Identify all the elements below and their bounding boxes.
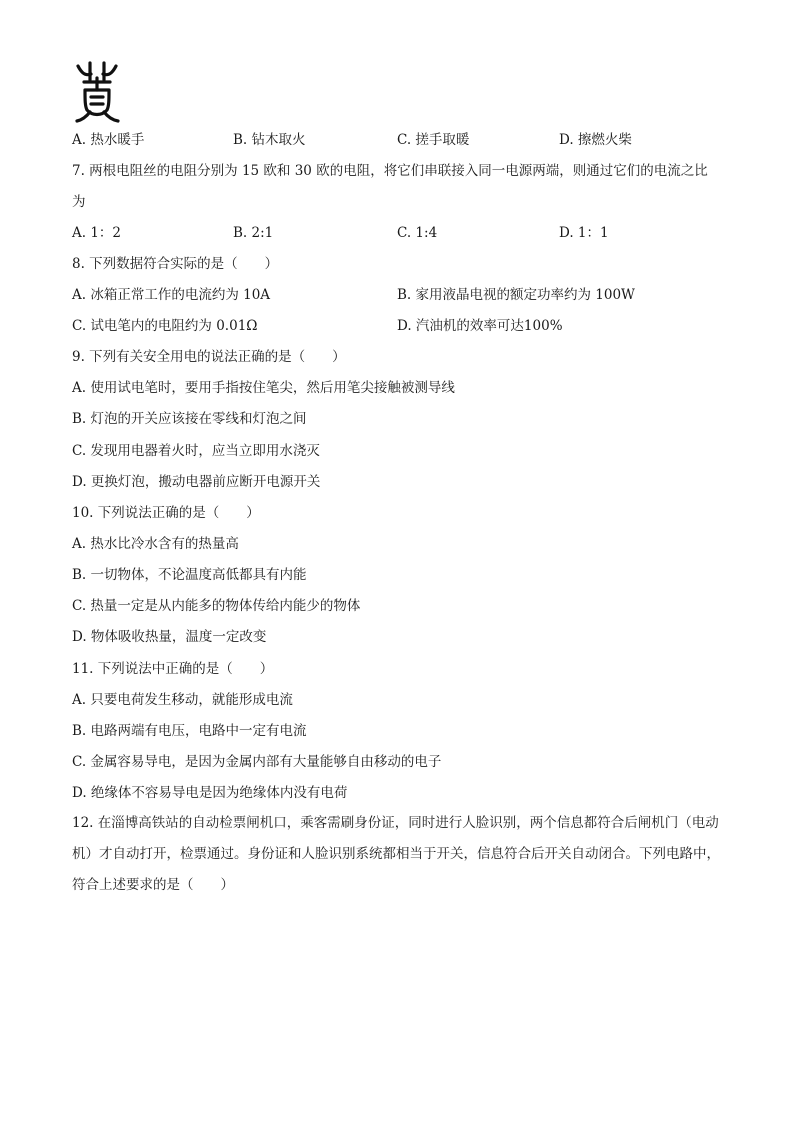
- q10-option-a: A. 热水比冷水含有的热量高: [72, 536, 239, 552]
- q12-stem: 12. 在淄博高铁站的自动检票闸机口，乘客需刷身份证，同时进行人脸识别，两个信息都符合后闸机门（电动机）才自动打开，检票通过。身份证和人脸识别系统都相当于开关，信息符合后开关自动闭合。下列电路中，符合上述要求的是（ ）: [72, 815, 720, 893]
- q10-stem: 10. 下列说法正确的是（ ）: [72, 505, 260, 521]
- q7-stem-line2: 为: [72, 194, 86, 210]
- q8-option-d: D. 汽油机的效率可达100%: [397, 318, 563, 334]
- q9-stem: 9. 下列有关安全用电的说法正确的是（ ）: [72, 349, 346, 365]
- q6-option-d: D. 擦燃火柴: [559, 132, 632, 148]
- q9-option-b: B. 灯泡的开关应该接在零线和灯泡之间: [72, 411, 307, 427]
- q11-option-d: D. 绝缘体不容易导电是因为绝缘体内没有电荷: [72, 785, 348, 801]
- q6-option-c: C. 搓手取暖: [397, 132, 470, 148]
- q9-option-c: C. 发现用电器着火时，应当立即用水浇灭: [72, 443, 320, 459]
- q7-option-d: D. 1：1: [559, 225, 609, 241]
- q8-option-c: C. 试电笔内的电阻约为 0.01Ω: [72, 318, 258, 334]
- q10-option-d: D. 物体吸收热量，温度一定改变: [72, 629, 267, 645]
- q8-stem: 8. 下列数据符合实际的是（ ）: [72, 256, 279, 272]
- q7-option-c: C. 1:4: [397, 225, 438, 241]
- q10-option-c: C. 热量一定是从内能多的物体传给内能少的物体: [72, 598, 361, 614]
- q11-option-c: C. 金属容易导电，是因为金属内部有大量能够自由移动的电子: [72, 754, 442, 770]
- q7-option-b: B. 2:1: [233, 225, 274, 241]
- q9-option-a: A. 使用试电笔时，要用手指按住笔尖，然后用笔尖接触被测导线: [72, 380, 455, 396]
- q11-option-b: B. 电路两端有电压，电路中一定有电流: [72, 723, 307, 739]
- q7-stem-line1: 7. 两根电阻丝的电阻分别为 15 欧和 30 欧的电阻，将它们串联接入同一电源两端，则通过它们的电流之比: [72, 163, 708, 179]
- q11-option-a: A. 只要电荷发生移动，就能形成电流: [72, 692, 293, 708]
- q10-option-b: B. 一切物体，不论温度高低都具有内能: [72, 567, 307, 583]
- q7-option-a: A. 1：2: [72, 225, 122, 241]
- q6-option-a: A. 热水暖手: [72, 132, 145, 148]
- q9-option-d: D. 更换灯泡，搬动电器前应断开电源开关: [72, 474, 321, 490]
- q11-stem: 11. 下列说法中正确的是（ ）: [72, 661, 274, 677]
- q8-option-a: A. 冰箱正常工作的电流约为 10A: [72, 287, 271, 303]
- seal-glyph-icon: [72, 60, 122, 124]
- q8-option-b: B. 家用液晶电视的额定功率约为 100W: [397, 287, 635, 303]
- q6-option-b: B. 钻木取火: [233, 132, 306, 148]
